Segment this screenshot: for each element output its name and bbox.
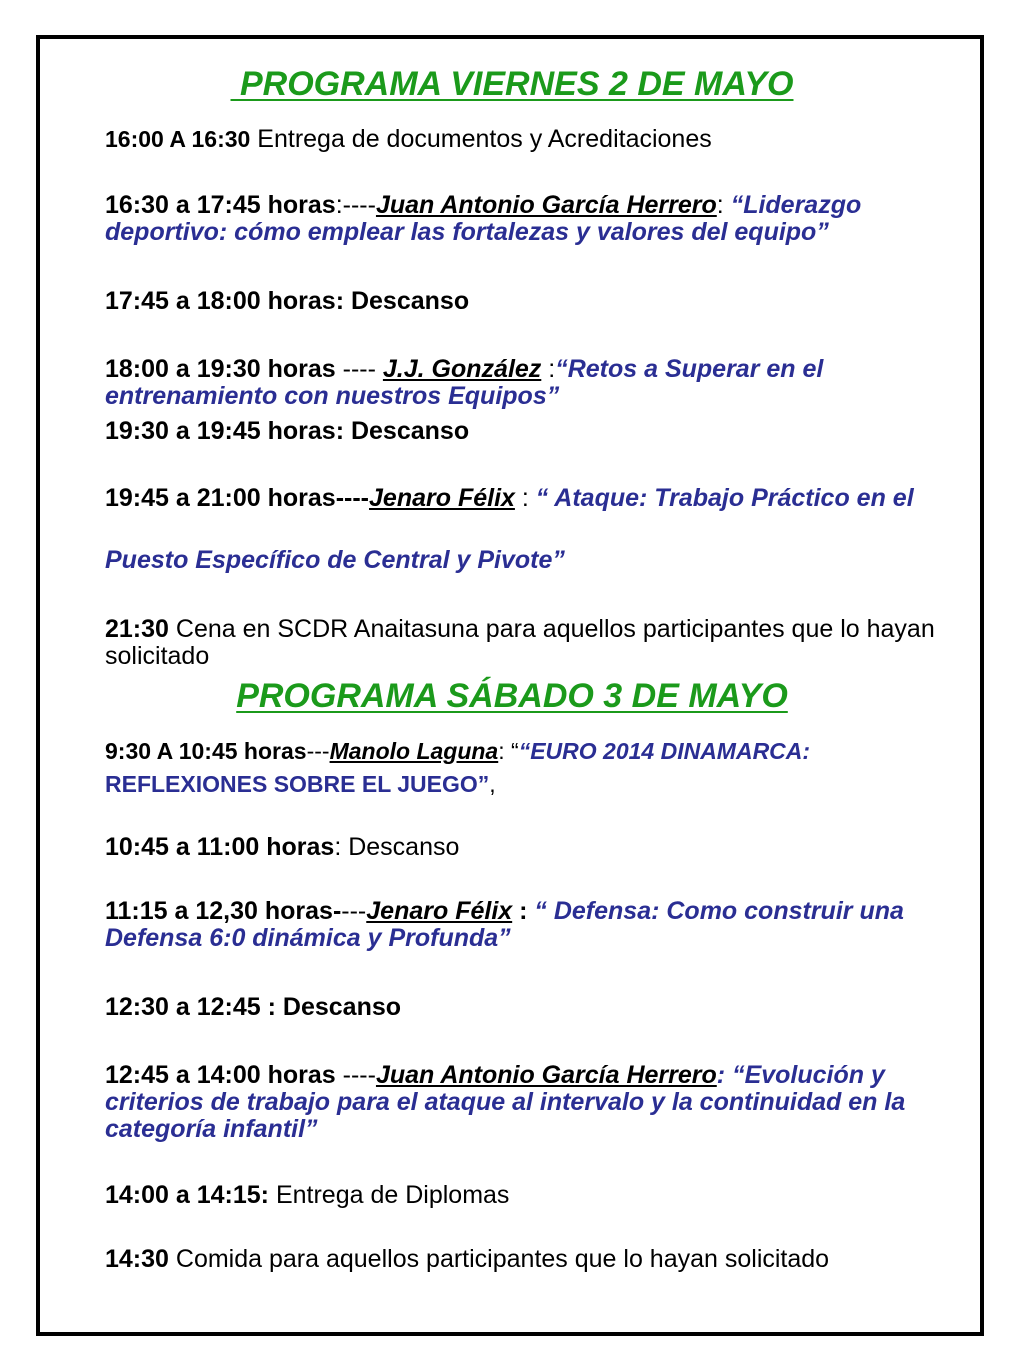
saturday-item-4: 12:30 a 12:45 : Descanso (105, 993, 402, 1021)
description: Entrega de documentos y Acreditaciones (250, 125, 712, 153)
talk-title-continued (105, 771, 975, 798)
speaker: J.J. González (382, 355, 542, 383)
saturday-item-3 (105, 898, 975, 952)
description: : Descanso (334, 833, 460, 861)
friday-item-3: 17:45 a 18:00 horas: Descanso (105, 287, 470, 315)
separator: : (512, 897, 535, 925)
speaker: Juan Antonio García Herrero (375, 191, 717, 219)
friday-item-4 (105, 356, 975, 410)
friday-item-1 (105, 126, 975, 153)
description: Entrega de Diplomas (269, 1181, 510, 1209)
description: Cena en SCDR Anaitasuna para aquellos participantes que lo hayan solicitado (105, 615, 935, 670)
time: 14:00 a 14:15: (105, 1181, 270, 1209)
talk-title: “ Ataque: Trabajo Práctico en el (535, 484, 914, 512)
separator: : “ (498, 738, 519, 764)
saturday-item-6 (105, 1182, 975, 1209)
friday-item-5: 19:30 a 19:45 horas: Descanso (105, 417, 470, 445)
saturday-item-7 (105, 1246, 975, 1273)
time: 18:00 a 19:30 horas (105, 355, 336, 383)
talk-title: “ Defensa: Como construir una Defensa 6:0 dinámica y Profunda” (105, 897, 904, 952)
time: 12:45 a 14:00 horas (105, 1061, 336, 1089)
talk-title: “Liderazgo deportivo: cómo emplear las fortalezas y valores del equipo” (105, 191, 862, 246)
speaker: Jenaro Félix (366, 897, 513, 925)
separator: , (489, 771, 496, 797)
saturday-item-2 (105, 834, 975, 861)
separator: : (514, 484, 536, 512)
saturday-item-1 (105, 738, 975, 765)
time: 16:30 a 17:45 horas (105, 191, 336, 219)
talk-title-continued: Puesto Específico de Central y Pivote” (105, 546, 565, 574)
saturday-item-5 (105, 1062, 975, 1143)
separator: --- (341, 897, 367, 925)
time: 21:30 (105, 615, 169, 643)
separator: : (716, 191, 731, 219)
talk-title: “EURO 2014 DINAMARCA: (518, 738, 811, 764)
time: 10:45 a 11:00 horas (105, 833, 335, 861)
heading-friday: PROGRAMA VIERNES 2 DE MAYO (230, 65, 794, 103)
talk-title: “Evolución y criterios de trabajo para el ataque al intervalo y la continuidad en la categoría infantil” (105, 1061, 906, 1143)
separator: :---- (335, 191, 376, 219)
description: Comida para aquellos participantes que lo hayan solicitado (168, 1245, 830, 1273)
separator: ---- (335, 1061, 376, 1089)
separator: --- (306, 738, 330, 764)
time: 16:00 A 16:30 (105, 126, 251, 152)
speaker: Manolo Laguna (329, 738, 499, 764)
speaker: Juan Antonio García Herrero (375, 1061, 717, 1089)
time: 9:30 A 10:45 horas (105, 738, 307, 764)
talk-title: REFLEXIONES SOBRE EL JUEGO” (105, 771, 490, 797)
talk-title: “Retos a Superar en el entrenamiento con nuestros Equipos” (105, 355, 824, 410)
time: 19:45 a 21:00 horas---- (105, 484, 370, 512)
time: 14:30 (105, 1245, 169, 1273)
separator: ---- (335, 355, 383, 383)
friday-item-7 (105, 616, 975, 670)
separator: : (716, 1061, 733, 1089)
friday-item-2 (105, 192, 975, 246)
time: 11:15 a 12,30 horas- (105, 897, 342, 925)
separator: : (541, 355, 556, 383)
speaker: Jenaro Félix (369, 484, 515, 512)
heading-saturday: PROGRAMA SÁBADO 3 DE MAYO (236, 677, 788, 715)
friday-item-6 (105, 485, 975, 512)
